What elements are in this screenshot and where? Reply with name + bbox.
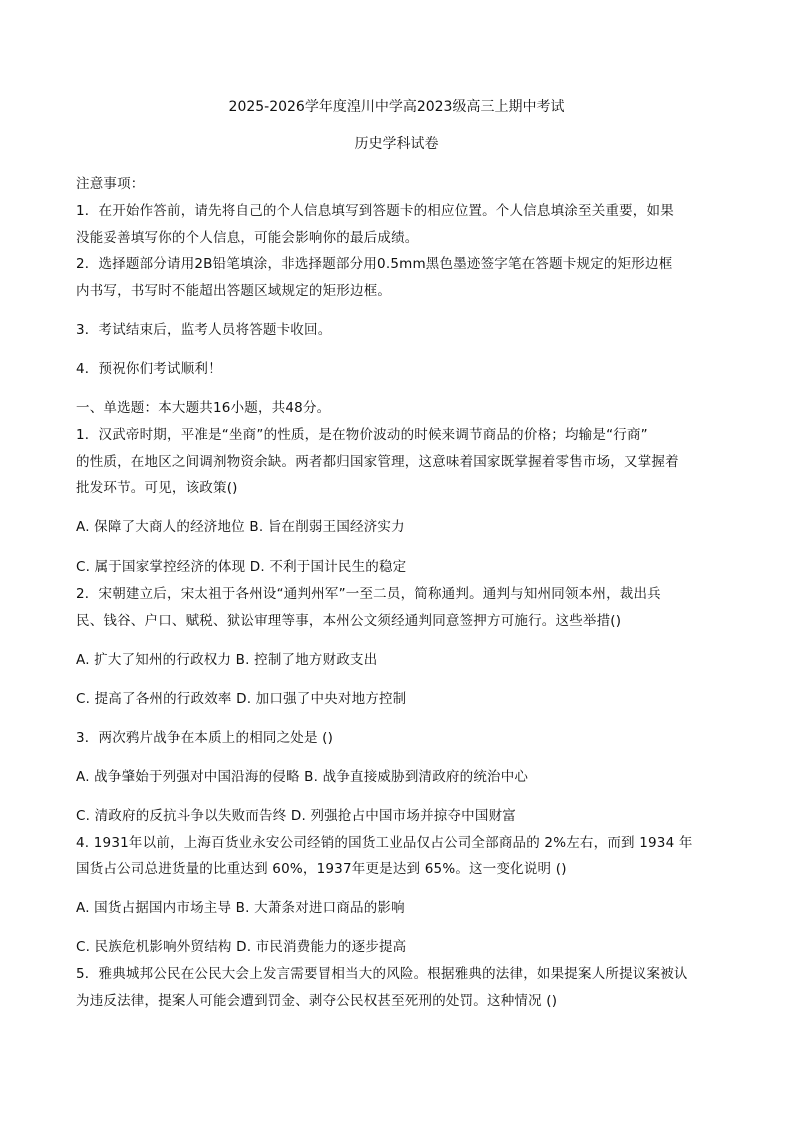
question-4-options-cd: C. 民族危机影响外贸结构 D. 市民消费能力的逐步提高 <box>76 939 407 955</box>
notice-item-2-line-2: 内书写，书写时不能超出答题区域规定的矩形边框。 <box>76 283 392 299</box>
question-1-line-2: 的性质，在地区之间调剂物资余缺。两者都归国家管理，这意味着国家既掌握着零售市场，又掌握着 <box>76 454 679 470</box>
question-2-options-cd: C. 提高了各州的行政效率 D. 加口强了中央对地方控制 <box>76 691 407 707</box>
question-3-options-cd: C. 清政府的反抗斗争以失败而告终 D. 列强抢占中国市场并掠夺中国财富 <box>76 808 516 824</box>
question-5-line-2: 为违反法律，提案人可能会遭到罚金、剥夺公民权甚至死刑的处罚。这种情况 () <box>76 993 558 1009</box>
question-4-line-2: 国货占公司总进货量的比重达到 60%，1937年更是达到 65%。这一变化说明 () <box>76 861 567 877</box>
question-1-line-1: 1．汉武帝时期，平准是“坐商”的性质，是在物价波动的时候来调节商品的价格；均输是“行商” <box>76 427 648 443</box>
question-1-options-ab: A. 保障了大商人的经济地位 B. 旨在削弱王国经济实力 <box>76 519 405 535</box>
question-1-line-3: 批发环节。可见，该政策() <box>76 480 238 496</box>
exam-title: 2025-2026学年度湟川中学高2023级高三上期中考试 <box>228 99 565 115</box>
notice-item-4: 4．预祝你们考试顺利！ <box>76 361 222 377</box>
question-5-line-1: 5．雅典城邦公民在公民大会上发言需要冒相当大的风险。根据雅典的法律，如果提案人所提议案被认 <box>76 966 688 982</box>
notice-heading: 注意事项： <box>76 176 145 192</box>
question-1-options-cd: C. 属于国家掌控经济的体现 D. 不利于国计民生的稳定 <box>76 559 407 575</box>
question-4-line-1: 4. 1931年以前，上海百货业永安公司经销的国货工业品仅占公司全部商品的 2%左右，而到 1934 年 <box>76 835 693 851</box>
section-heading: 一、单选题：本大题共16小题，共48分。 <box>76 400 331 416</box>
notice-item-2-line-1: 2．选择题部分请用2B铅笔填涂，非选择题部分用0.5mm黑色墨迹签字笔在答题卡规定的矩形边框 <box>76 256 673 272</box>
question-2-line-1: 2．宋朝建立后，宋太祖于各州设“通判州军”一至二员，简称通判。通判与知州同领本州，裁出兵 <box>76 586 661 602</box>
question-3-line-1: 3．两次鸦片战争在本质上的相同之处是 () <box>76 730 334 746</box>
question-3-options-ab: A. 战争肇始于列强对中国沿海的侵略 B. 战争直接威胁到清政府的统治中心 <box>76 769 529 785</box>
question-4-options-ab: A. 国货占据国内市场主导 B. 大萧条对进口商品的影响 <box>76 900 405 916</box>
question-2-options-ab: A. 扩大了知州的行政权力 B. 控制了地方财政支出 <box>76 652 378 668</box>
notice-item-1-line-1: 1．在开始作答前，请先将自己的个人信息填写到答题卡的相应位置。个人信息填涂至关重要，如果 <box>76 203 674 219</box>
question-2-line-2: 民、钱谷、户口、赋税、狱讼审理等事，本州公文须经通判同意签押方可施行。这些举措() <box>76 613 622 629</box>
notice-item-3: 3．考试结束后，监考人员将答题卡收回。 <box>76 322 332 338</box>
notice-item-1-line-2: 没能妥善填写你的个人信息，可能会影响你的最后成绩。 <box>76 230 419 246</box>
exam-subtitle: 历史学科试卷 <box>354 136 439 152</box>
